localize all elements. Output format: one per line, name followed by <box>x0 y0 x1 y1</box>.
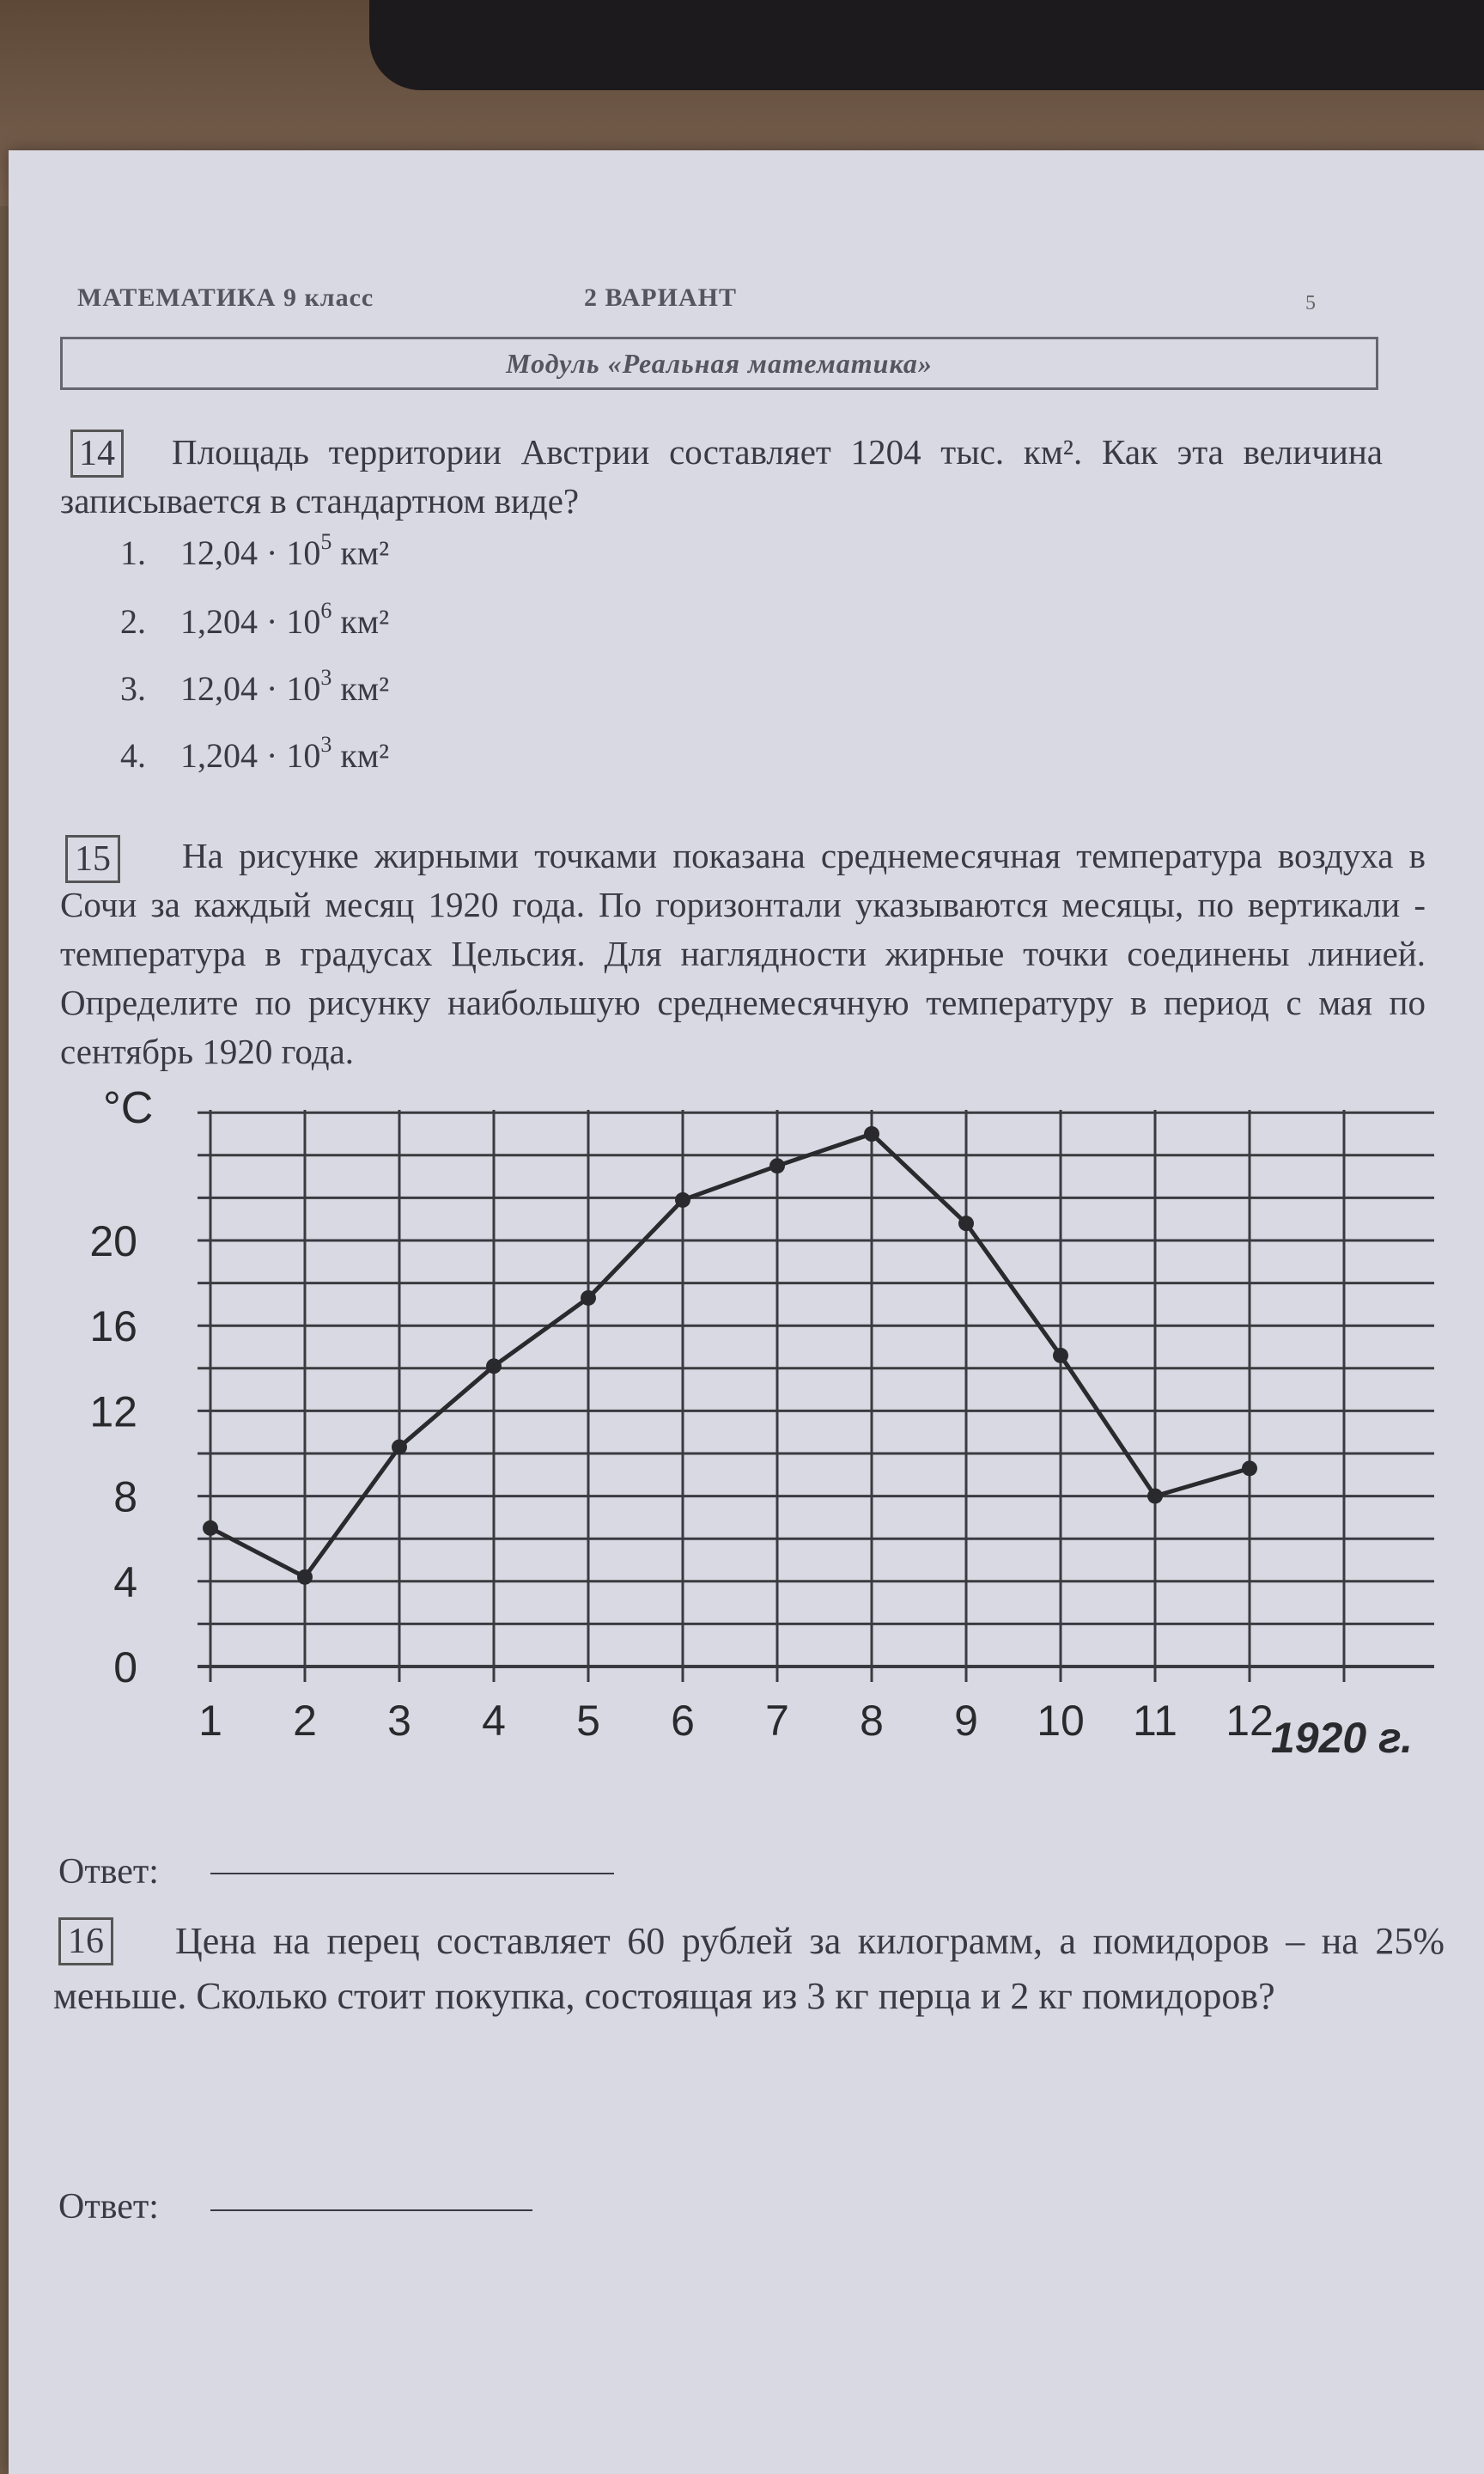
q14-option-unit: км² <box>331 669 390 708</box>
data-point <box>203 1520 218 1536</box>
q14-option-unit: км² <box>331 533 390 572</box>
y-tick-label: 16 <box>89 1302 137 1351</box>
q16-answer-field[interactable] <box>210 2209 532 2211</box>
q14-option-unit: км² <box>331 736 390 775</box>
q14-text: Площадь территории Австрии составляет 1204 тыс. км². Как эта величина записывается в стандартном виде? <box>60 432 1383 521</box>
q14-option-exponent: 5 <box>320 529 332 554</box>
q14-option-mantissa: 12,04 · 10 <box>180 533 321 572</box>
y-axis-label: °C <box>103 1083 154 1134</box>
y-tick-label: 20 <box>89 1217 137 1265</box>
page-number: 5 <box>1305 292 1316 314</box>
q16-number: 16 <box>58 1917 113 1965</box>
header-variant: 2 ВАРИАНТ <box>584 283 737 312</box>
q14-option-mantissa: 12,04 · 10 <box>180 669 321 708</box>
x-tick-label: 9 <box>954 1697 978 1745</box>
module-title: Модуль «Реальная математика» <box>60 337 1378 390</box>
q16-answer-label: Ответ: <box>58 2187 159 2227</box>
y-tick-label: 8 <box>113 1472 137 1521</box>
x-tick-label: 12 <box>1226 1697 1274 1745</box>
temperature-points <box>203 1126 1257 1585</box>
q14-option-num: 4. <box>120 736 146 775</box>
temperature-line <box>210 1134 1250 1577</box>
header-subject: МАТЕМАТИКА 9 класс <box>77 283 374 312</box>
x-axis-label: 1920 г. <box>1271 1714 1414 1762</box>
q15-number: 15 <box>65 835 120 883</box>
q14-option-mantissa: 1,204 · 10 <box>180 602 321 641</box>
q14-number: 14 <box>70 430 124 478</box>
q14-option-mantissa: 1,204 · 10 <box>180 736 321 775</box>
y-tick-label: 0 <box>113 1643 137 1691</box>
x-tick-label: 11 <box>1133 1697 1177 1745</box>
q14-option-num: 1. <box>120 533 146 572</box>
data-point <box>392 1440 407 1455</box>
chart-grid <box>198 1110 1434 1682</box>
x-tick-label: 2 <box>293 1697 317 1745</box>
q15-text: На рисунке жирными точками показана среднемесячная температура воздуха в Сочи за каждый месяц 1920 года. По горизонтали указываются месяцы, по вертикали - температура в градусах Цельсия. Для наглядности жирные точки соединены линией. Определите по рисунку наибольшую среднемесячную температуру в период с мая по сентябрь 1920 года. <box>60 836 1426 1071</box>
x-tick-label: 8 <box>860 1697 884 1745</box>
q14-option-exponent: 6 <box>320 598 332 623</box>
y-tick-label: 12 <box>89 1387 137 1436</box>
x-tick-label: 4 <box>482 1697 506 1745</box>
q14-option-exponent: 3 <box>320 665 332 690</box>
q14-option-num: 3. <box>120 669 146 708</box>
data-point <box>581 1290 596 1306</box>
x-tick-label: 10 <box>1037 1697 1085 1745</box>
x-tick-label: 1 <box>198 1697 222 1745</box>
data-point <box>675 1192 690 1208</box>
data-point <box>1147 1489 1163 1504</box>
data-point <box>1053 1348 1068 1363</box>
data-point <box>864 1126 879 1142</box>
x-tick-label: 5 <box>576 1697 600 1745</box>
data-point <box>958 1216 974 1231</box>
q14-option-num: 2. <box>120 602 146 641</box>
y-tick-label: 4 <box>113 1557 137 1606</box>
q16-text: Цена на перец составляет 60 рублей за килограмм, а помидоров – на 25% меньше. Сколько стоит покупка, состоящая из 3 кг перца и 2 кг помидоров? <box>53 1920 1444 2017</box>
q15-answer-label: Ответ: <box>58 1852 159 1892</box>
data-point <box>769 1158 785 1173</box>
x-tick-label: 6 <box>671 1697 695 1745</box>
q14-option-exponent: 3 <box>320 732 332 757</box>
data-point <box>297 1569 313 1585</box>
x-tick-label: 7 <box>765 1697 789 1745</box>
q15-answer-field[interactable] <box>210 1873 614 1874</box>
x-tick-label: 3 <box>387 1697 411 1745</box>
data-point <box>486 1358 502 1374</box>
data-point <box>1242 1460 1257 1476</box>
q14-option-unit: км² <box>331 602 390 641</box>
